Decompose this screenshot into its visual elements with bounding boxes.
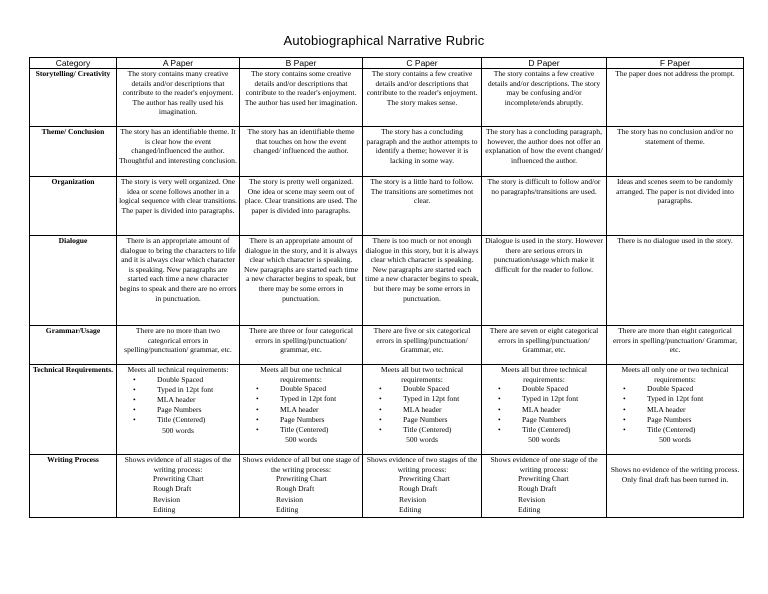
list-item: • MLA header [498,405,604,415]
rubric-cell [240,365,363,455]
word-count: 500 words [285,435,317,445]
rubric-cell: There is an appropriate amount of dialogue in the story, and it is always clear which character is speaking. New paragraphs are started each time a new character begins to speak, but there may be some errors in punctuation. [240,236,363,326]
list-item: • Title (Centered) [623,425,741,435]
requirements-list [365,384,479,435]
rubric-cell: There are three or four categorical errors in spelling/punctuation/ grammar, etc. [240,326,363,365]
process-list [484,474,604,515]
process-intro: Shows evidence of all stages of the writing process: [124,455,232,474]
table-row [30,127,744,177]
rubric-cell [607,455,744,518]
list-item: • Typed in 12pt font [498,394,604,404]
rubric-cell: The story contains many creative details and/or descriptions that contribute to the reader's enjoyment. The author has really used his imagination. [117,69,240,127]
process-list [119,474,237,515]
rubric-cell: The story has a concluding paragraph and the author attempts to identify a theme; however it is lacking in some way. [363,127,482,177]
rubric-cell: The story contains some creative details and/or descriptions that contribute to the reader's enjoyment. The author has used her imagination. [240,69,363,127]
list-item: • MLA header [133,395,237,405]
rubric-table [29,57,744,518]
list-item: • Typed in 12pt font [379,394,479,404]
process-intro: Shows evidence of all but one stage of the writing process: [242,455,360,474]
requirements-list [119,375,237,426]
rubric-cell [240,455,363,518]
list-item: • Title (Centered) [256,425,360,435]
requirements-intro: Meets all technical requirements: [127,365,229,374]
rubric-cell [607,365,744,455]
category-cell: Organization [30,177,117,236]
list-item: • Typed in 12pt font [256,394,360,404]
list-item: Editing [153,504,176,514]
requirements-list [484,384,604,435]
rubric-cell [363,365,482,455]
rubric-cell: There are more than eight categorical errors in spelling/punctuation/ Grammar, etc. [607,326,744,365]
list-item: • Double Spaced [256,384,360,394]
rubric-cell [117,365,240,455]
list-item: • Page Numbers [379,415,479,425]
list-item: Rough Draft [276,484,315,494]
list-item: Revision [153,494,181,504]
requirements-intro: Meets all but one technical requirements: [260,365,342,384]
table-row [30,69,744,127]
list-item: Rough Draft [518,484,557,494]
list-item: • MLA header [623,405,741,415]
header-f-paper: F Paper [607,58,744,69]
list-item: • Page Numbers [623,415,741,425]
list-item: • Page Numbers [256,415,360,425]
list-item: Revision [276,494,304,504]
header-b-paper: B Paper [240,58,363,69]
requirements-list [609,384,741,435]
rubric-cell: The story has a concluding paragraph, however, the author does not offer an explanation of how the event changed/ influenced the author. [482,127,607,177]
category-cell: Technical Requirements. [30,365,117,455]
list-item: Rough Draft [399,484,438,494]
header-category: Category [30,58,117,69]
header-d-paper: D Paper [482,58,607,69]
list-item: • Title (Centered) [379,425,479,435]
table-row [30,455,744,518]
rubric-cell: There is no dialogue used in the story. [607,236,744,326]
rubric-cell: Ideas and scenes seem to be randomly arranged. The paper is not divided into paragraphs. [607,177,744,236]
process-intro: Shows evidence of one stage of the writing process: [490,455,598,474]
rubric-cell: The story is very well organized. One idea or scene follows another in a logical sequence with clear transitions. The paper is divided into paragraphs. [117,177,240,236]
rubric-cell: There are no more than two categorical errors in spelling/punctuation/ grammar, etc. [117,326,240,365]
rubric-cell: There are five or six categorical errors in spelling/punctuation/ Grammar, etc. [363,326,482,365]
word-count: 500 words [528,435,560,445]
table-row [30,177,744,236]
category-cell: Theme/ Conclusion [30,127,117,177]
list-item: • Page Numbers [133,405,237,415]
rubric-cell: The paper does not address the prompt. [607,69,744,127]
rubric-cell: The story is difficult to follow and/or no paragraphs/transitions are used. [482,177,607,236]
list-item: • MLA header [379,405,479,415]
process-list [242,474,360,515]
list-item: • MLA header [256,405,360,415]
rubric-cell: Dialogue is used in the story. However there are serious errors in punctuation/usage which make it difficult for the reader to follow. [482,236,607,326]
header-a-paper: A Paper [117,58,240,69]
list-item: Revision [518,494,546,504]
table-row [30,236,744,326]
list-item: Editing [276,504,299,514]
list-item: Prewriting Chart [153,474,204,484]
list-item: • Page Numbers [498,415,604,425]
rubric-cell [117,455,240,518]
rubric-cell: The story has an identifiable theme. It is clear how the event changed/influenced the author. Thoughtful and interesting conclusion. [117,127,240,177]
rubric-cell: The story is pretty well organized. One idea or scene may seem out of place. Clear transitions are used. The paper is divided into paragraphs. [240,177,363,236]
rubric-cell [363,455,482,518]
rubric-cell [482,455,607,518]
rubric-cell: There is an appropriate amount of dialogue to bring the characters to life and it is always clear which character is speaking. New paragraphs are started each time a new character begins to speak and there are no errors in punctuation. [117,236,240,326]
process-list [365,474,479,515]
category-cell: Dialogue [30,236,117,326]
list-item: • Double Spaced [379,384,479,394]
rubric-cell: There are seven or eight categorical errors in spelling/punctuation/ Grammar, etc. [482,326,607,365]
rubric-cell: The story has an identifiable theme that touches on how the event changed/ influenced the author. [240,127,363,177]
word-count: 500 words [659,435,691,445]
list-item: • Title (Centered) [133,415,237,425]
list-item: Editing [518,504,541,514]
process-intro: Shows evidence of two stages of the writing process: [366,455,478,474]
header-row [30,58,744,69]
table-row [30,326,744,365]
process-none: Shows no evidence of the writing process. Only final draft has been turned in. [610,465,740,484]
list-item: Prewriting Chart [276,474,327,484]
rubric-cell: The story contains a few creative details and/or descriptions. The story may be confusing and/or incomplete/ends abruptly. [482,69,607,127]
list-item: • Double Spaced [623,384,741,394]
rubric-cell [482,365,607,455]
rubric-cell: The story is a little hard to follow. The transitions are sometimes not clear. [363,177,482,236]
page-title: Autobiographical Narrative Rubric [283,33,485,48]
list-item: Prewriting Chart [399,474,450,484]
rubric-cell: The story has no conclusion and/or no statement of theme. [607,127,744,177]
word-count: 500 words [406,435,438,445]
list-item: Revision [399,494,427,504]
rubric-cell: The story contains a few creative details and/or descriptions that contribute to the reader's enjoyment. The story makes sense. [363,69,482,127]
list-item: • Typed in 12pt font [623,394,741,404]
requirements-intro: Meets all but three technical requirements: [500,365,588,384]
requirements-intro: Meets all only one or two technical requirements: [621,365,729,384]
header-c-paper: C Paper [363,58,482,69]
rubric-cell: There is too much or not enough dialogue in this story, but it is always clear which character is speaking. New paragraphs are started each time a new character begins to speak, but there may be some errors in punctuation. [363,236,482,326]
table-row [30,365,744,455]
list-item: • Typed in 12pt font [133,385,237,395]
list-item: • Double Spaced [498,384,604,394]
list-item: • Double Spaced [133,375,237,385]
list-item: Rough Draft [153,484,192,494]
requirements-intro: Meets all but two technical requirements: [380,365,464,384]
list-item: Editing [399,504,422,514]
list-item: • Title (Centered) [498,425,604,435]
list-item: Prewriting Chart [518,474,569,484]
word-count: 500 words [162,425,194,435]
requirements-list [242,384,360,435]
category-cell: Storytelling/ Creativity [30,69,117,127]
category-cell: Grammar/Usage [30,326,117,365]
category-cell: Writing Process [30,455,117,518]
